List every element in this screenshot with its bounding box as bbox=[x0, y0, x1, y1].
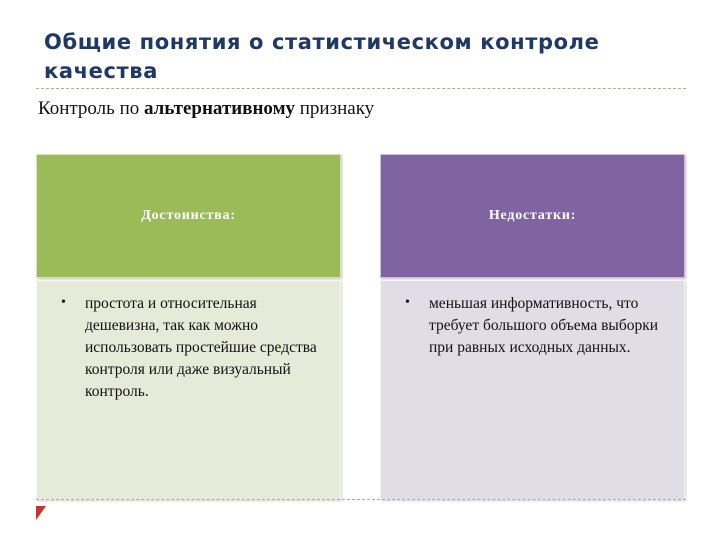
advantages-body bbox=[36, 280, 341, 500]
advantages-list bbox=[61, 293, 324, 403]
bullet-icon: • bbox=[405, 295, 410, 310]
subtitle-emphasis: альтернативному bbox=[144, 98, 296, 119]
advantages-column bbox=[36, 154, 341, 500]
subtitle-suffix: признаку bbox=[295, 98, 375, 119]
subtitle-prefix: Контроль по bbox=[38, 98, 144, 119]
title-divider bbox=[36, 88, 686, 89]
slide-title: Общие понятия о статистическом контроле качества bbox=[44, 30, 600, 83]
bottom-divider bbox=[36, 499, 686, 500]
disadvantages-body bbox=[380, 280, 685, 500]
list-item-text: меньшая информативность, что требует большого объема выборки при равных исходных данных. bbox=[429, 295, 659, 356]
disadvantages-column bbox=[380, 154, 685, 500]
bullet-icon: • bbox=[61, 295, 66, 310]
list-item bbox=[61, 293, 324, 403]
disadvantages-list bbox=[405, 293, 668, 359]
list-item bbox=[405, 293, 668, 359]
advantages-header: Достоинства: bbox=[36, 154, 341, 278]
disadvantages-header: Недостатки: bbox=[380, 154, 685, 278]
slide-subtitle bbox=[38, 98, 374, 120]
list-item-text: простота и относительная дешевизна, так как можно использовать простейшие средства контроля или даже визуальный контроль. bbox=[85, 295, 317, 400]
corner-triangle-icon bbox=[36, 506, 46, 520]
